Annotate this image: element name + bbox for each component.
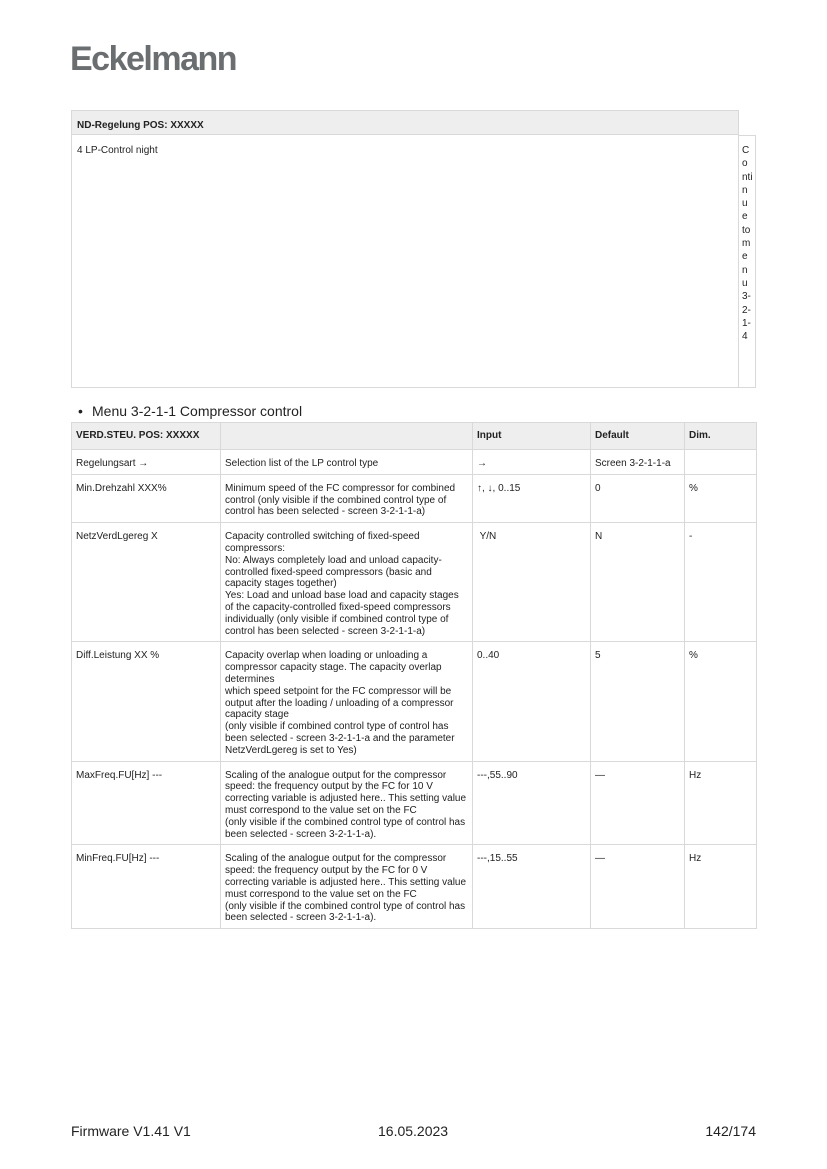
dim-cell: Hz bbox=[685, 761, 757, 845]
table-header-row bbox=[72, 423, 757, 450]
input-cell: ↑, ↓, 0..15 bbox=[473, 474, 591, 522]
desc-cell bbox=[221, 523, 473, 642]
desc-line: Yes: Load and unload base load and capacity stages of the capacity-controlled fixed-speed compressors individually (only visible if combined control type of control has been selected - screen 3-2-1-1-a) bbox=[225, 590, 459, 637]
desc-line: (only visible if the combined control type of control has been selected - screen 3-2-1-1-a). bbox=[225, 900, 466, 924]
desc-line: (only visible if combined control type of control has been selected - screen 3-2-1-1-a and the parameter NetzVerdLgereg is set to Yes) bbox=[225, 721, 455, 756]
nd-table-header: ND-Regelung POS: XXXXX bbox=[71, 110, 739, 135]
param-cell: NetzVerdLgereg X bbox=[72, 523, 221, 642]
desc-line: Capacity controlled switching of fixed-speed compressors: bbox=[225, 531, 420, 554]
dim-cell: - bbox=[685, 523, 757, 642]
column-header-parameter: VERD.STEU. POS: XXXXX bbox=[72, 423, 221, 450]
nd-table-side-top bbox=[738, 110, 756, 135]
default-cell: 0 bbox=[591, 474, 685, 522]
default-cell: — bbox=[591, 761, 685, 845]
footer-firmware: Firmware V1.41 V1 bbox=[71, 1123, 191, 1139]
compressor-control-table bbox=[71, 422, 757, 929]
param-cell: Min.Drehzahl XXX% bbox=[72, 474, 221, 522]
desc-line: (only visible if the combined control type of control has been selected - screen 3-2-1-1-a). bbox=[225, 816, 466, 840]
table-row bbox=[72, 474, 757, 522]
table-row bbox=[72, 761, 757, 845]
footer-page-number: 142/174 bbox=[705, 1123, 756, 1139]
company-logo: Eckelmann bbox=[70, 40, 237, 78]
param-cell: MinFreq.FU[Hz] --- bbox=[72, 845, 221, 929]
table-row bbox=[72, 450, 757, 475]
dim-cell bbox=[685, 450, 757, 475]
default-cell: 5 bbox=[591, 642, 685, 761]
desc-line: Scaling of the analogue output for the compressor speed: the frequency output by the FC for 0 V correcting variable is adjusted here.. This setting value must correspond to the value set on the FC bbox=[225, 853, 467, 900]
desc-cell bbox=[221, 642, 473, 761]
column-header-dim: Dim. bbox=[685, 423, 757, 450]
desc-cell bbox=[221, 845, 473, 929]
bullet-icon: • bbox=[78, 403, 83, 419]
input-cell: 0..40 bbox=[473, 642, 591, 761]
input-cell: Y/N bbox=[473, 523, 591, 642]
desc-cell bbox=[221, 450, 473, 475]
column-header-default: Default bbox=[591, 423, 685, 450]
param-cell: Regelungsart → bbox=[72, 450, 221, 475]
default-cell: — bbox=[591, 845, 685, 929]
desc-cell bbox=[221, 761, 473, 845]
column-header-description bbox=[221, 423, 473, 450]
desc-line: No: Always completely load and unload capacity-controlled fixed-speed compressors (basic and capacity stages together) bbox=[225, 554, 442, 590]
desc-line: Selection list of the LP control type bbox=[225, 458, 379, 469]
table-row bbox=[72, 642, 757, 761]
section-title: Menu 3-2-1-1 Compressor control bbox=[92, 403, 303, 419]
footer-date: 16.05.2023 bbox=[378, 1123, 449, 1139]
table-row bbox=[72, 523, 757, 642]
input-cell: ---,55..90 bbox=[473, 761, 591, 845]
column-header-input: Input bbox=[473, 423, 591, 450]
desc-line: Scaling of the analogue output for the compressor speed: the frequency output by the FC for 10 V correcting variable is adjusted here.. This setting value must correspond to the value set on the FC bbox=[225, 769, 467, 816]
param-cell: MaxFreq.FU[Hz] --- bbox=[72, 761, 221, 845]
nd-table-body: 4 LP-Control night bbox=[71, 135, 739, 388]
desc-cell bbox=[221, 474, 473, 522]
dim-cell: % bbox=[685, 474, 757, 522]
desc-line: which speed setpoint for the FC compressor will be output after the loading / unloading of a compressor capacity stage bbox=[225, 685, 454, 721]
input-cell: ---,15..55 bbox=[473, 845, 591, 929]
input-cell: → bbox=[473, 450, 591, 475]
default-cell: N bbox=[591, 523, 685, 642]
desc-line: Capacity overlap when loading or unloading a compressor capacity stage. The capacity overlap determines bbox=[225, 650, 442, 685]
section-heading bbox=[78, 403, 302, 419]
default-cell: Screen 3-2-1-1-a bbox=[591, 450, 685, 475]
table-row bbox=[72, 845, 757, 929]
dim-cell: Hz bbox=[685, 845, 757, 929]
dim-cell: % bbox=[685, 642, 757, 761]
desc-line: Minimum speed of the FC compressor for combined control (only visible if the combined control type of control has been selected - screen 3-2-1-1-a) bbox=[225, 482, 456, 518]
nd-table-side-note: Continue to menu 3-2-1-4 bbox=[738, 135, 756, 388]
param-cell: Diff.Leistung XX % bbox=[72, 642, 221, 761]
